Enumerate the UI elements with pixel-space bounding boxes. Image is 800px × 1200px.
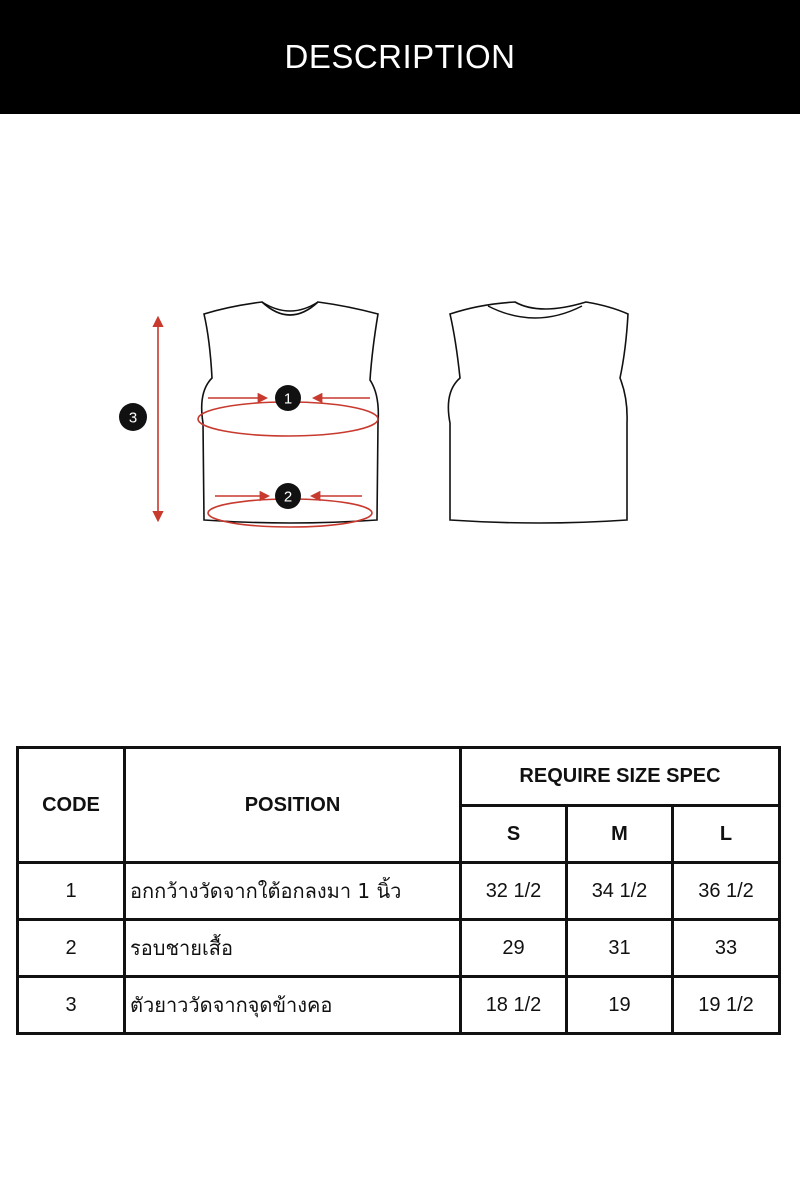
row-value-l: 19 1/2: [673, 977, 780, 1034]
position-header: POSITION: [125, 748, 461, 863]
code-header: CODE: [18, 748, 125, 863]
table-row: [18, 920, 780, 977]
table-row: [18, 863, 780, 920]
svg-text:2: 2: [283, 488, 293, 506]
row-value-l: 33: [673, 920, 780, 977]
header-bar: [0, 0, 800, 114]
row-position: รอบชายเสื้อ: [125, 920, 461, 977]
row-value-l: 36 1/2: [673, 863, 780, 920]
row-value-m: 19: [567, 977, 673, 1034]
size-spec-group-header: REQUIRE SIZE SPEC: [461, 748, 780, 806]
svg-text:1: 1: [283, 390, 293, 408]
row-value-s: 29: [461, 920, 567, 977]
measurement-diagram: [0, 280, 800, 550]
size-header-m: M: [567, 806, 673, 863]
row-value-m: 31: [567, 920, 673, 977]
marker-badge-3: [119, 403, 147, 431]
size-spec-table: [16, 746, 781, 1035]
row-code: 1: [18, 863, 125, 920]
size-header-l: L: [673, 806, 780, 863]
svg-text:3: 3: [128, 409, 138, 427]
row-value-s: 32 1/2: [461, 863, 567, 920]
row-value-s: 18 1/2: [461, 977, 567, 1034]
marker-badge-1: [275, 385, 301, 411]
row-code: 2: [18, 920, 125, 977]
row-code: 3: [18, 977, 125, 1034]
row-value-m: 34 1/2: [567, 863, 673, 920]
marker-badge-2: [275, 483, 301, 509]
table-row: [18, 977, 780, 1034]
row-position: อกกว้างวัดจากใต้อกลงมา 1 นิ้ว: [125, 863, 461, 920]
back-garment: [448, 302, 628, 523]
size-header-s: S: [461, 806, 567, 863]
page-title: DESCRIPTION: [284, 38, 516, 75]
row-position: ตัวยาววัดจากจุดข้างคอ: [125, 977, 461, 1034]
